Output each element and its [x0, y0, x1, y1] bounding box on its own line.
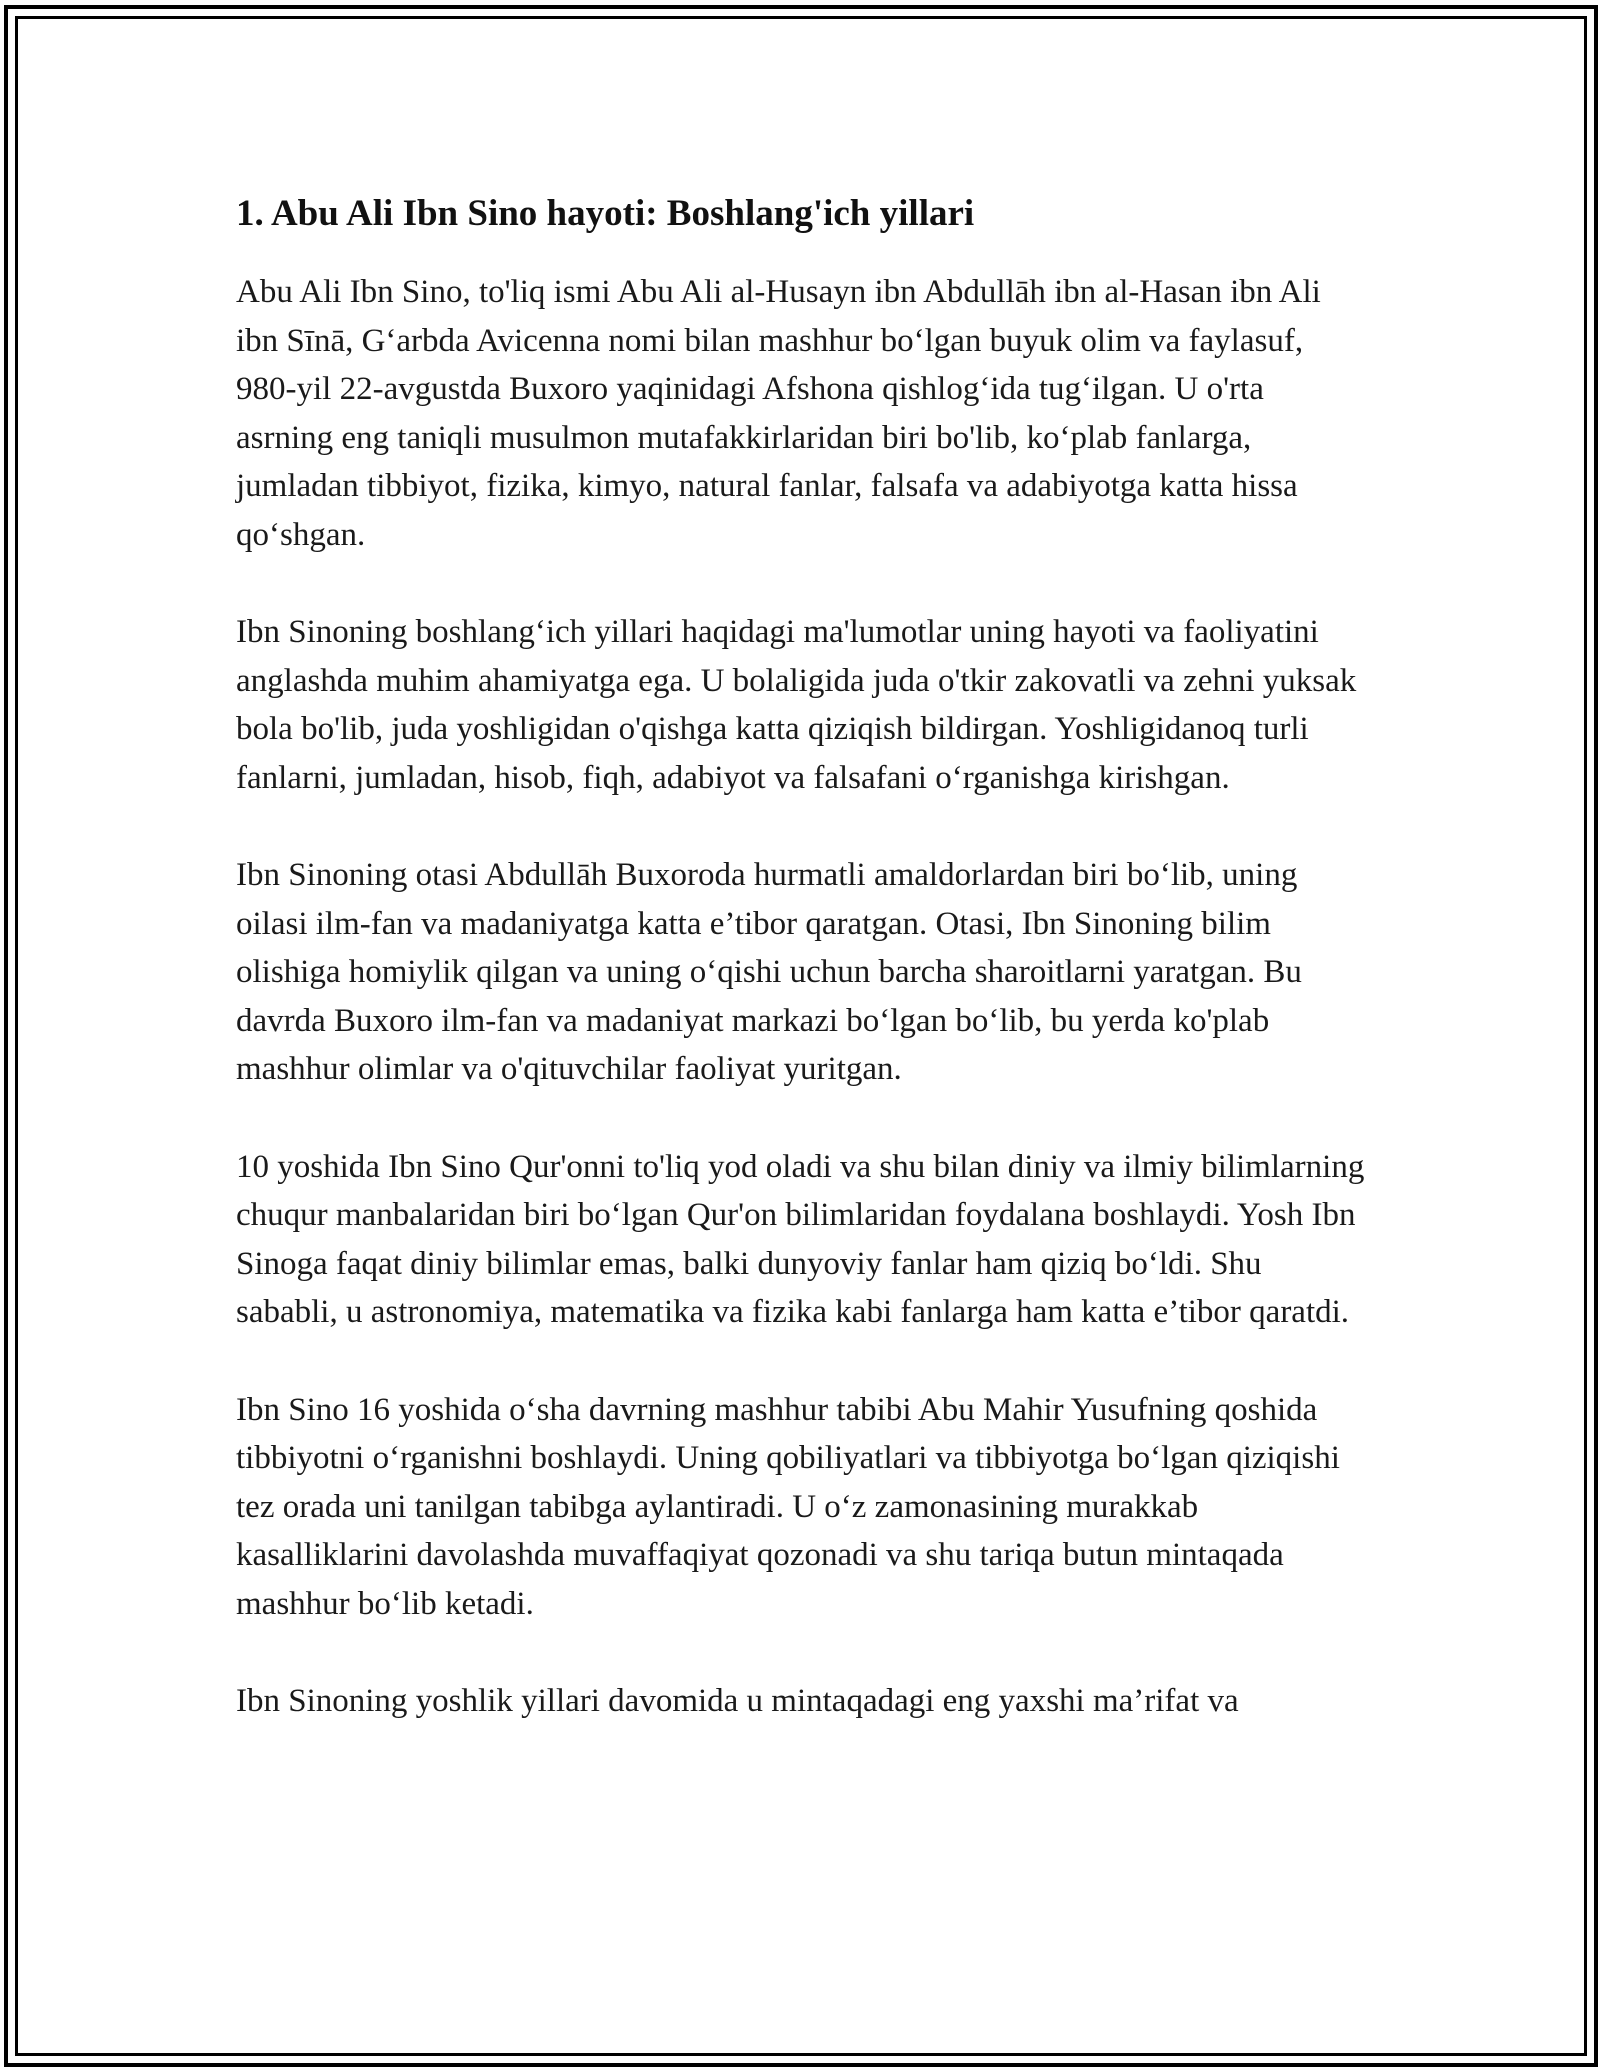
paragraph-3: Ibn Sinoning otasi Abdullāh Buxoroda hurmatli amaldorlardan biri bo‘lib, uning oilasi ilm-fan va madaniyatga katta e’tibor qaratgan. Otasi, Ibn Sinoning bilim olishiga homiylik qilgan va uning o‘qishi uchun barcha sharoitlarni yaratgan. Bu davrda Buxoro ilm-fan va madaniyat markazi bo‘lgan bo‘lib, bu yerda ko'plab mashhur olimlar va o'qituvchilar faoliyat yuritgan. [236, 857, 1302, 1087]
paragraph-1: Abu Ali Ibn Sino, to'liq ismi Abu Ali al-Husayn ibn Abdullāh ibn al-Hasan ibn Ali ibn Sīnā, G‘arbda Avicenna nomi bilan mashhur bo‘lgan buyuk olim va faylasuf, 980-yil 22-avgustda Buxoro yaqinidagi Afshona qishlog‘ida tug‘ilgan. U o'rta asrning eng taniqli musulmon mutafakkirlaridan biri bo'lib, ko‘plab fanlarga, jumladan tibbiyot, fizika, kimyo, natural fanlar, falsafa va adabiyotga katta hissa qo‘shgan. [236, 274, 1321, 553]
section-heading: 1. Abu Ali Ibn Sino hayoti: Boshlang'ich yillari [236, 193, 975, 234]
paragraph-5: Ibn Sino 16 yoshida o‘sha davrning mashhur tabibi Abu Mahir Yusufning qoshida tibbiyotni o‘rganishni boshlaydi. Uning qobiliyatlari va tibbiyotga bo‘lgan qiziqishi tez orada uni tanilgan tabibga aylantiradi. U o‘z zamonasining murakkab kasalliklarini davolashda muvaffaqiyat qozonadi va shu tariqa butun mintaqada mashhur bo‘lib ketadi. [236, 1391, 1340, 1622]
paragraph-4: 10 yoshida Ibn Sino Qur'onni to'liq yod oladi va shu bilan diniy va ilmiy bilimlarning chuqur manbalaridan biri bo‘lgan Qur'on bilimlaridan foydalana boshlaydi. Yosh Ibn Sinoga faqat diniy bilimlar emas, balki dunyoviy fanlar ham qiziq bo‘ldi. Shu sababli, u astronomiya, matematika va fizika kabi fanlarga ham katta e’tibor qaratdi. [236, 1148, 1365, 1330]
paragraph-2: Ibn Sinoning boshlang‘ich yillari haqidagi ma'lumotlar uning hayoti va faoliyatini anglashda muhim ahamiyatga ega. U bolaligida juda o'tkir zakovatli va zehni yuksak bola bo'lib, juda yoshligidan o'qishga katta qiziqish bildirgan. Yoshligidanoq turli fanlarni, jumladan, hisob, fiqh, adabiyot va falsafani o‘rganishga kirishgan. [236, 614, 1357, 796]
paragraph-6: Ibn Sinoning yoshlik yillari davomida u mintaqadagi eng yaxshi ma’rifat va [236, 1683, 1239, 1719]
document-body [236, 186, 1366, 1775]
